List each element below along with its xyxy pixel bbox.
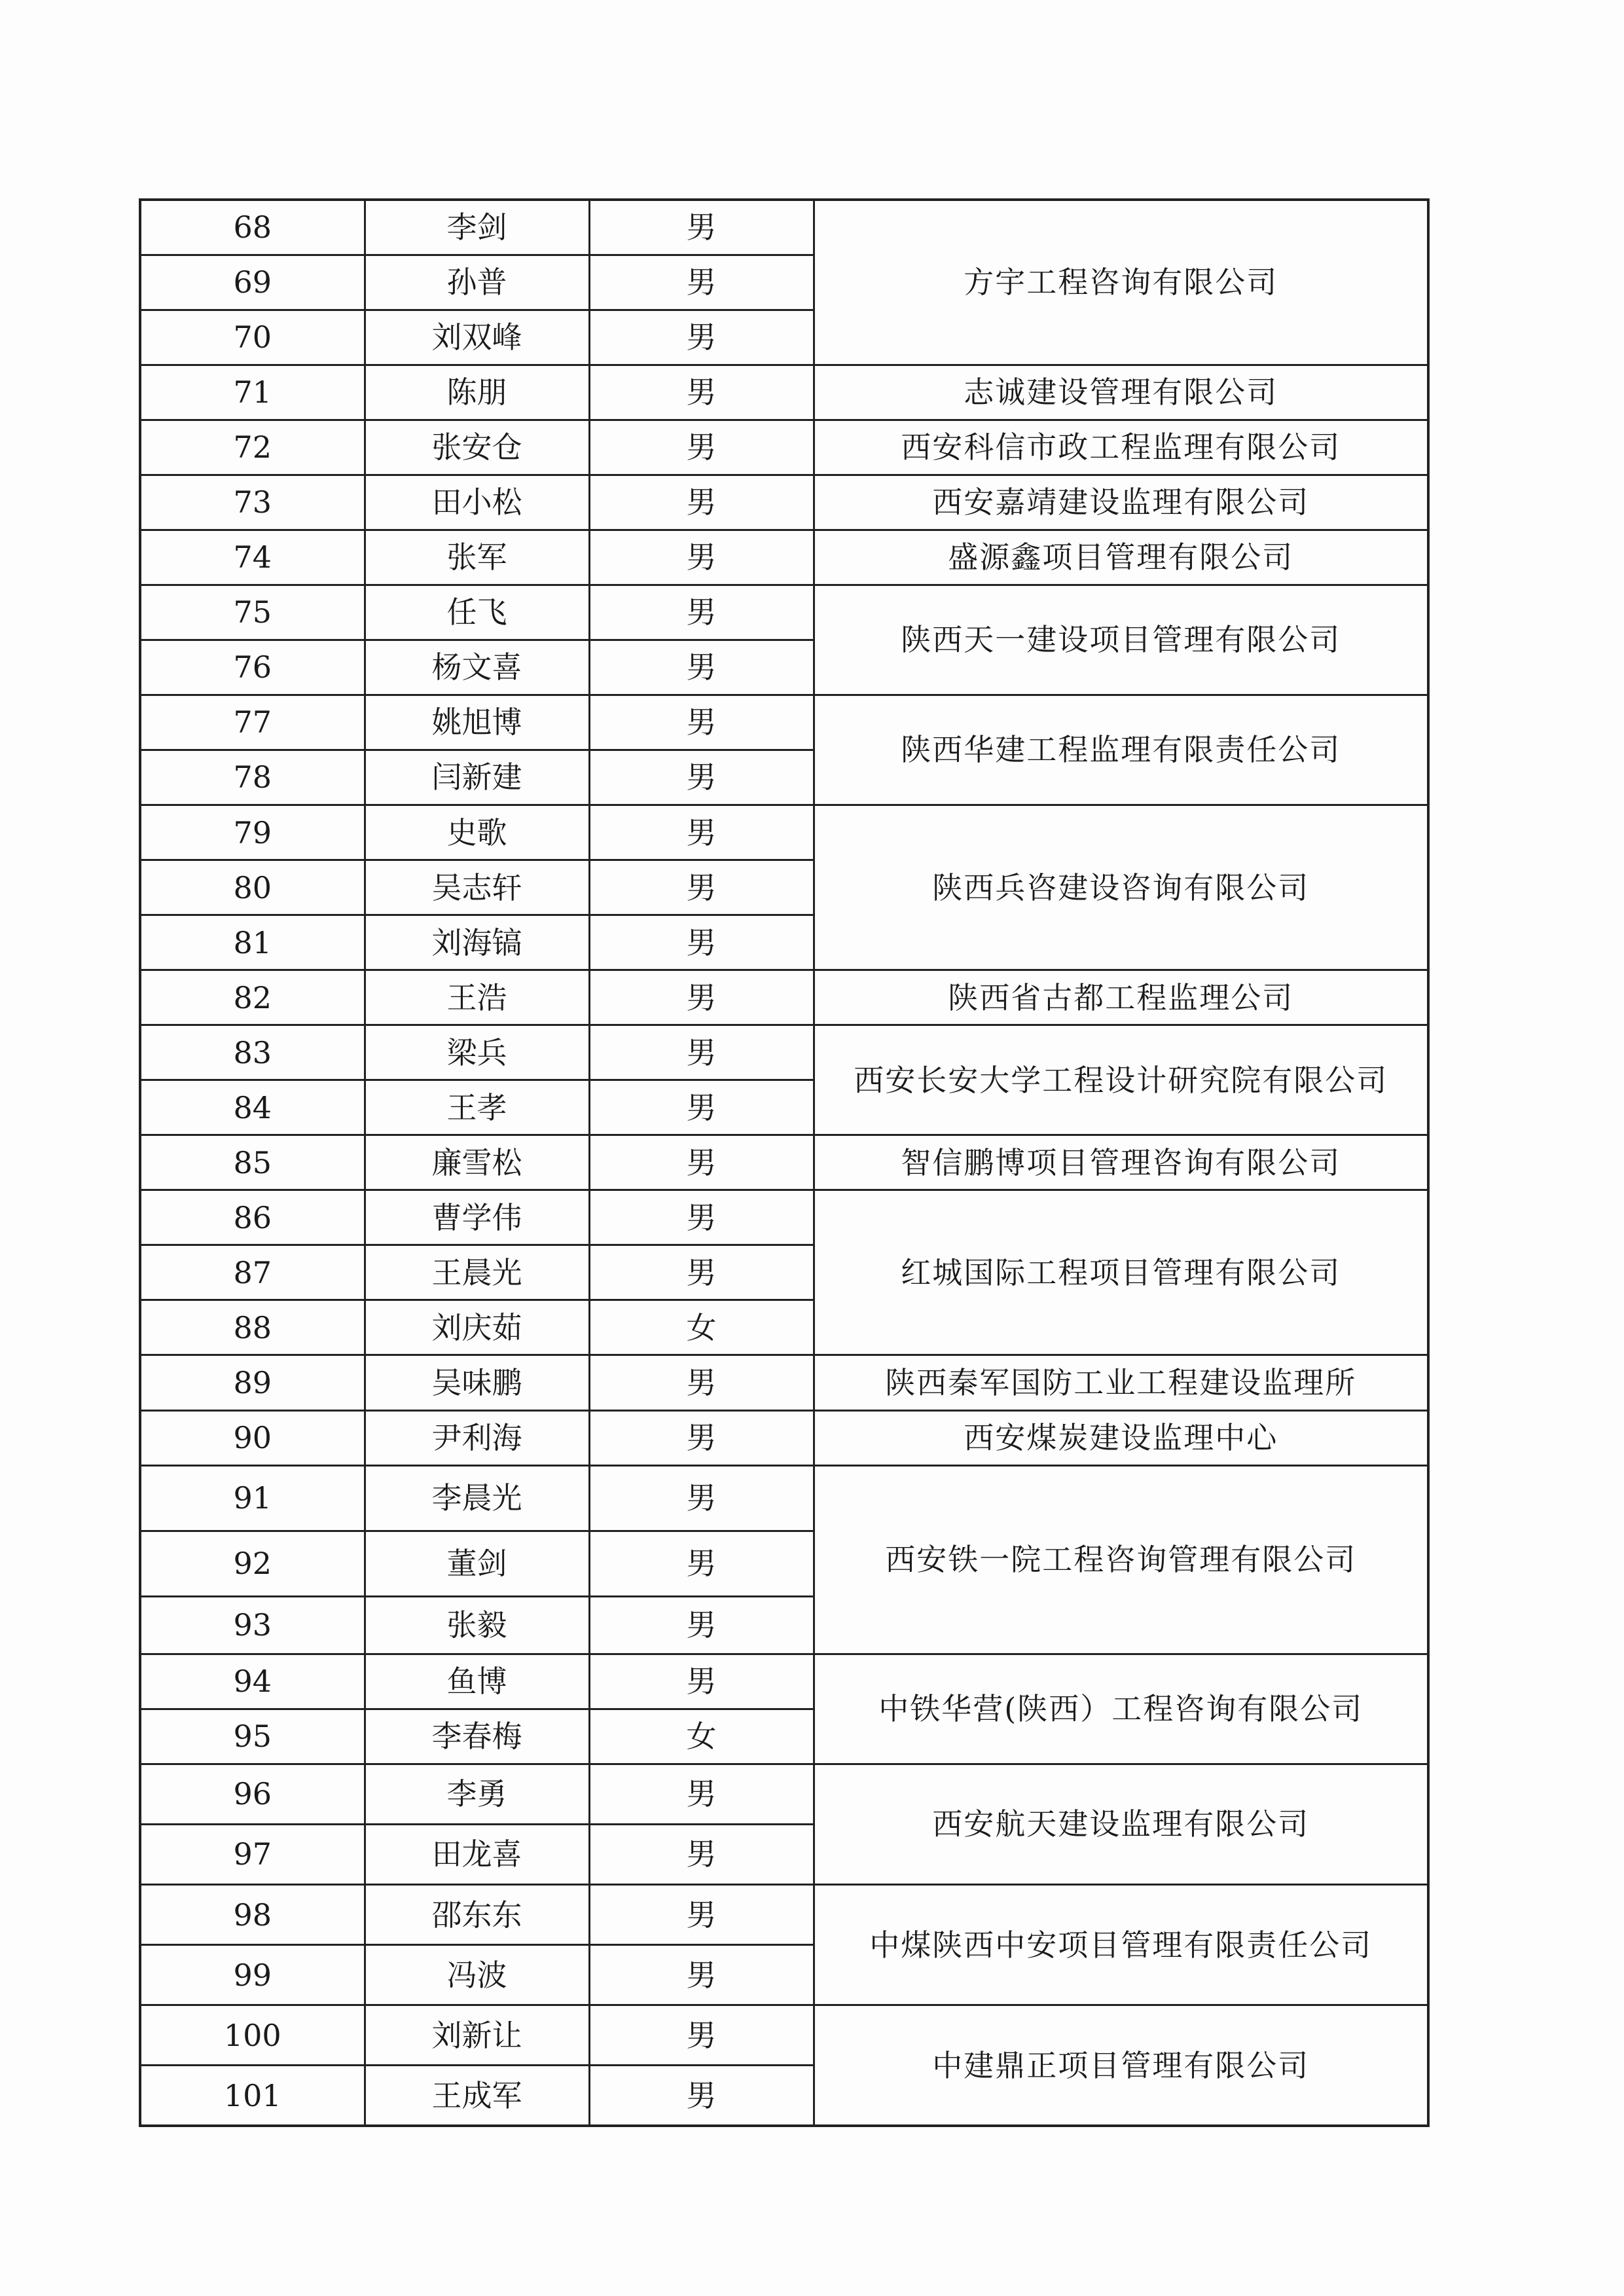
row-number: 90 xyxy=(140,1410,365,1465)
table-row xyxy=(140,1465,1428,1531)
row-number: 81 xyxy=(140,915,365,970)
table-row xyxy=(140,475,1428,530)
row-number: 69 xyxy=(140,255,365,310)
person-name: 董剑 xyxy=(365,1531,589,1596)
company-name: 陕西天一建设项目管理有限公司 xyxy=(814,585,1428,695)
person-gender: 男 xyxy=(589,1824,814,1884)
person-name: 刘庆茹 xyxy=(365,1300,589,1355)
person-gender: 男 xyxy=(589,970,814,1025)
row-number: 68 xyxy=(140,200,365,255)
person-name: 梁兵 xyxy=(365,1025,589,1080)
person-name: 尹利海 xyxy=(365,1410,589,1465)
person-gender: 男 xyxy=(589,2066,814,2126)
person-gender: 男 xyxy=(589,1025,814,1080)
row-number: 84 xyxy=(140,1080,365,1135)
person-gender: 男 xyxy=(589,1190,814,1245)
person-name: 吴志轩 xyxy=(365,860,589,915)
personnel-table xyxy=(139,198,1430,2127)
company-name: 智信鹏博项目管理咨询有限公司 xyxy=(814,1135,1428,1190)
person-name: 刘海镐 xyxy=(365,915,589,970)
row-number: 98 xyxy=(140,1884,365,1944)
row-number: 88 xyxy=(140,1300,365,1355)
company-name: 西安煤炭建设监理中心 xyxy=(814,1410,1428,1465)
table-row xyxy=(140,970,1428,1025)
table-row xyxy=(140,1654,1428,1709)
table-row xyxy=(140,1135,1428,1190)
person-gender: 男 xyxy=(589,1465,814,1531)
person-name: 鱼博 xyxy=(365,1654,589,1709)
row-number: 71 xyxy=(140,365,365,420)
company-name: 陕西华建工程监理有限责任公司 xyxy=(814,695,1428,805)
person-gender: 男 xyxy=(589,1764,814,1824)
person-gender: 男 xyxy=(589,695,814,750)
person-gender: 男 xyxy=(589,2005,814,2066)
table-row xyxy=(140,1190,1428,1245)
person-gender: 男 xyxy=(589,1135,814,1190)
company-name: 陕西兵咨建设咨询有限公司 xyxy=(814,805,1428,970)
person-gender: 男 xyxy=(589,200,814,255)
row-number: 75 xyxy=(140,585,365,640)
row-number: 95 xyxy=(140,1709,365,1764)
row-number: 87 xyxy=(140,1245,365,1300)
person-name: 王孝 xyxy=(365,1080,589,1135)
company-name: 中铁华营(陕西）工程咨询有限公司 xyxy=(814,1654,1428,1764)
person-name: 李晨光 xyxy=(365,1465,589,1531)
row-number: 79 xyxy=(140,805,365,860)
row-number: 70 xyxy=(140,310,365,365)
table-row xyxy=(140,805,1428,860)
table-row xyxy=(140,2005,1428,2066)
company-name: 西安科信市政工程监理有限公司 xyxy=(814,420,1428,475)
person-gender: 男 xyxy=(589,860,814,915)
person-gender: 男 xyxy=(589,1531,814,1596)
person-gender: 男 xyxy=(589,1654,814,1709)
company-name: 西安铁一院工程咨询管理有限公司 xyxy=(814,1465,1428,1654)
company-name: 西安长安大学工程设计研究院有限公司 xyxy=(814,1025,1428,1135)
row-number: 97 xyxy=(140,1824,365,1884)
person-gender: 男 xyxy=(589,640,814,695)
company-name: 志诚建设管理有限公司 xyxy=(814,365,1428,420)
person-name: 张毅 xyxy=(365,1596,589,1654)
person-gender: 男 xyxy=(589,1080,814,1135)
row-number: 93 xyxy=(140,1596,365,1654)
table-row xyxy=(140,1884,1428,1944)
table-row xyxy=(140,585,1428,640)
table-row xyxy=(140,365,1428,420)
person-name: 王成军 xyxy=(365,2066,589,2126)
person-gender: 男 xyxy=(589,1596,814,1654)
row-number: 80 xyxy=(140,860,365,915)
person-name: 冯波 xyxy=(365,1945,589,2005)
table-row xyxy=(140,1025,1428,1080)
person-gender: 男 xyxy=(589,805,814,860)
table-row xyxy=(140,1764,1428,1824)
row-number: 92 xyxy=(140,1531,365,1596)
person-name: 李勇 xyxy=(365,1764,589,1824)
row-number: 76 xyxy=(140,640,365,695)
person-gender: 男 xyxy=(589,1884,814,1944)
person-gender: 女 xyxy=(589,1709,814,1764)
person-name: 张军 xyxy=(365,530,589,585)
person-gender: 男 xyxy=(589,1245,814,1300)
person-name: 陈朋 xyxy=(365,365,589,420)
person-name: 曹学伟 xyxy=(365,1190,589,1245)
row-number: 78 xyxy=(140,750,365,805)
table-row xyxy=(140,530,1428,585)
company-name: 陕西秦军国防工业工程建设监理所 xyxy=(814,1355,1428,1410)
row-number: 83 xyxy=(140,1025,365,1080)
person-gender: 男 xyxy=(589,1945,814,2005)
person-name: 李剑 xyxy=(365,200,589,255)
row-number: 96 xyxy=(140,1764,365,1824)
row-number: 72 xyxy=(140,420,365,475)
person-name: 田小松 xyxy=(365,475,589,530)
person-name: 闫新建 xyxy=(365,750,589,805)
company-name: 中煤陕西中安项目管理有限责任公司 xyxy=(814,1884,1428,2005)
person-name: 田龙喜 xyxy=(365,1824,589,1884)
row-number: 73 xyxy=(140,475,365,530)
row-number: 91 xyxy=(140,1465,365,1531)
person-name: 李春梅 xyxy=(365,1709,589,1764)
company-name: 西安航天建设监理有限公司 xyxy=(814,1764,1428,1884)
person-gender: 男 xyxy=(589,530,814,585)
table-row xyxy=(140,200,1428,255)
row-number: 85 xyxy=(140,1135,365,1190)
person-name: 邵东东 xyxy=(365,1884,589,1944)
row-number: 74 xyxy=(140,530,365,585)
person-name: 任飞 xyxy=(365,585,589,640)
person-name: 王浩 xyxy=(365,970,589,1025)
row-number: 99 xyxy=(140,1945,365,2005)
company-name: 西安嘉靖建设监理有限公司 xyxy=(814,475,1428,530)
row-number: 82 xyxy=(140,970,365,1025)
table-row xyxy=(140,1355,1428,1410)
row-number: 89 xyxy=(140,1355,365,1410)
person-gender: 男 xyxy=(589,1410,814,1465)
person-name: 廉雪松 xyxy=(365,1135,589,1190)
person-gender: 男 xyxy=(589,585,814,640)
person-gender: 男 xyxy=(589,420,814,475)
person-name: 孙普 xyxy=(365,255,589,310)
person-name: 史歌 xyxy=(365,805,589,860)
company-name: 盛源鑫项目管理有限公司 xyxy=(814,530,1428,585)
company-name: 红城国际工程项目管理有限公司 xyxy=(814,1190,1428,1355)
personnel-table-body xyxy=(140,200,1428,2126)
person-gender: 男 xyxy=(589,915,814,970)
table-row xyxy=(140,695,1428,750)
row-number: 86 xyxy=(140,1190,365,1245)
person-gender: 男 xyxy=(589,255,814,310)
person-gender: 男 xyxy=(589,1355,814,1410)
company-name: 方宇工程咨询有限公司 xyxy=(814,200,1428,365)
person-name: 吴味鹏 xyxy=(365,1355,589,1410)
person-gender: 男 xyxy=(589,750,814,805)
person-gender: 男 xyxy=(589,365,814,420)
person-name: 刘双峰 xyxy=(365,310,589,365)
row-number: 77 xyxy=(140,695,365,750)
person-name: 王晨光 xyxy=(365,1245,589,1300)
company-name: 中建鼎正项目管理有限公司 xyxy=(814,2005,1428,2126)
table-row xyxy=(140,420,1428,475)
row-number: 101 xyxy=(140,2066,365,2126)
person-name: 刘新让 xyxy=(365,2005,589,2066)
person-name: 张安仓 xyxy=(365,420,589,475)
row-number: 100 xyxy=(140,2005,365,2066)
row-number: 94 xyxy=(140,1654,365,1709)
person-gender: 女 xyxy=(589,1300,814,1355)
person-name: 杨文喜 xyxy=(365,640,589,695)
table-row xyxy=(140,1410,1428,1465)
person-gender: 男 xyxy=(589,310,814,365)
person-gender: 男 xyxy=(589,475,814,530)
person-name: 姚旭博 xyxy=(365,695,589,750)
company-name: 陕西省古都工程监理公司 xyxy=(814,970,1428,1025)
